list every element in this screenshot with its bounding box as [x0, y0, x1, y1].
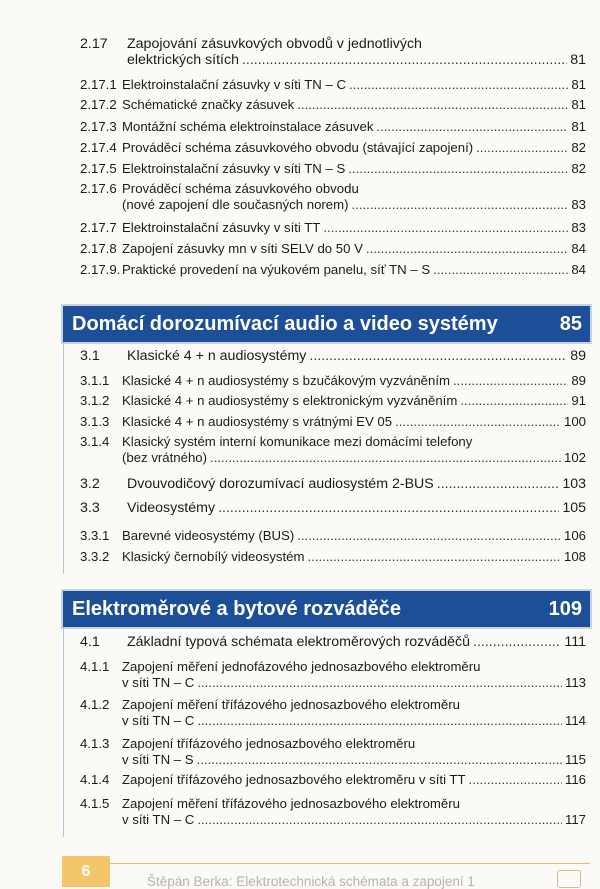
toc-entry-title: Elektroinstalační zásuvky v síti TN – C — [122, 77, 347, 92]
toc-entry-page: 81 — [570, 52, 586, 68]
toc-entry — [80, 119, 586, 135]
toc-entry — [80, 262, 586, 278]
toc-entry-page: 117 — [564, 812, 586, 827]
toc-entry-page: 91 — [571, 393, 586, 408]
toc-entry-page: 102 — [563, 450, 586, 465]
toc-entry — [80, 348, 586, 364]
toc-entry-title: Elektroinstalační zásuvky v síti TN – S — [122, 161, 346, 176]
toc-entry-title: Prováděcí schéma zásuvkového obvodu — [122, 181, 359, 196]
dot-leader — [366, 241, 568, 257]
toc-entry — [80, 97, 586, 113]
section-page: 85 — [559, 312, 582, 335]
toc-entry-number: 4.1.4 — [80, 772, 110, 787]
toc-entry — [80, 736, 586, 768]
toc-entry-title: Barevné videosystémy (BUS) — [122, 528, 295, 543]
toc-entry-title: v síti TN – C — [122, 812, 195, 827]
toc-entry — [80, 434, 586, 466]
toc-entry-page: 81 — [571, 77, 586, 92]
toc-entry-number: 3.1.2 — [80, 393, 110, 408]
dot-leader — [210, 450, 561, 466]
dot-leader — [297, 528, 561, 544]
toc-entry — [80, 634, 586, 650]
toc-entry — [80, 241, 586, 257]
toc-entry — [80, 414, 586, 430]
toc-entry — [80, 161, 586, 177]
toc-entry-title: v síti TN – C — [122, 675, 195, 690]
toc-entry-page: 111 — [564, 634, 586, 650]
footer-text: Štěpán Berka: Elektrotechnická schémata a zapojení 1 — [147, 874, 475, 889]
toc-entry-page: 89 — [570, 348, 586, 364]
dot-leader — [453, 373, 568, 389]
dot-leader — [349, 77, 568, 93]
toc-entry-number: 2.17.2 — [80, 97, 117, 112]
dot-leader — [437, 476, 560, 492]
toc-entry-title: Videosystémy — [127, 500, 216, 516]
toc-entry-title: Základní typová schémata elektroměrových rozváděčů — [127, 634, 471, 650]
toc-entry — [80, 528, 586, 544]
toc-entry-title: Zapojování zásuvkových obvodů v jednotlivých — [127, 36, 422, 52]
toc-entry-page: 81 — [571, 97, 586, 112]
toc-entry-number: 3.3.2 — [80, 549, 110, 564]
left-rule — [63, 627, 64, 837]
dot-leader — [197, 675, 562, 691]
toc-entry-number: 2.17.8 — [80, 241, 117, 256]
dot-leader — [395, 414, 561, 430]
toc-entry — [80, 697, 586, 729]
toc-entry-title: elektrických sítích — [127, 52, 239, 68]
toc-entry-number: 3.3 — [80, 500, 100, 516]
toc-entry-title: Schématické značky zásuvek — [122, 97, 295, 112]
toc-entry — [80, 220, 586, 236]
dot-leader — [469, 772, 562, 788]
toc-entry-title: Klasické 4 + n audiosystémy — [127, 348, 307, 364]
section-header-elektromerove — [63, 591, 590, 627]
toc-entry-title: Zapojení zásuvky mn v síti SELV do 50 V — [122, 241, 363, 256]
dot-leader — [309, 348, 567, 364]
toc-entry-title: Zapojení měření třífázového jednosazbového elektroměru — [122, 796, 460, 811]
toc-entry-number: 3.1 — [80, 348, 100, 364]
dot-leader — [460, 393, 568, 409]
toc-entry — [80, 796, 586, 828]
toc-entry-number: 3.3.1 — [80, 528, 110, 543]
toc-entry-number: 4.1.2 — [80, 697, 110, 712]
left-rule — [63, 342, 64, 574]
toc-entry-title: v síti TN – S — [122, 752, 194, 767]
toc-entry-number: 4.1.1 — [80, 659, 110, 674]
toc-entry-page: 108 — [563, 549, 586, 564]
dot-leader — [348, 161, 568, 177]
toc-entry-page: 83 — [571, 220, 586, 235]
dot-leader — [323, 220, 568, 236]
toc-entry-title: Praktické provedení na výukovém panelu, síť TN – S — [122, 262, 431, 277]
toc-entry-page: 83 — [571, 197, 586, 212]
dot-leader — [376, 119, 568, 135]
dot-leader — [433, 262, 568, 278]
dot-leader — [197, 812, 562, 828]
section-header-audio-video — [63, 306, 590, 342]
dot-leader — [197, 713, 562, 729]
toc-entry — [80, 476, 586, 492]
toc-entry-title: Elektroinstalační zásuvky v síti TT — [122, 220, 321, 235]
toc-entry-page: 81 — [571, 119, 586, 134]
toc-entry-title: Montážní schéma elektroinstalace zásuvek — [122, 119, 374, 134]
dot-leader — [352, 197, 569, 213]
dot-leader — [242, 52, 567, 68]
section-title: Domácí dorozumívací audio a video systémy — [72, 312, 498, 335]
toc-entry — [80, 140, 586, 156]
toc-entry-page: 82 — [571, 140, 586, 155]
toc-entry — [80, 393, 586, 409]
toc-entry-number: 2.17.1 — [80, 77, 117, 92]
toc-entry-number: 2.17.6 — [80, 181, 117, 196]
toc-entry-title: (bez vrátného) — [122, 450, 208, 465]
toc-entry-page: 115 — [564, 752, 586, 767]
toc-entry — [80, 77, 586, 93]
dot-leader — [218, 500, 559, 516]
toc-entry-title: v síti TN – C — [122, 713, 195, 728]
toc-entry — [80, 549, 586, 565]
toc-entry-number: 2.17.5 — [80, 161, 117, 176]
toc-entry — [80, 772, 586, 788]
toc-entry-number: 4.1 — [80, 634, 100, 650]
dot-leader — [476, 140, 568, 156]
toc-entry-title: Zapojení třífázového jednosazbového elektroměru — [122, 736, 416, 751]
toc-entry — [80, 659, 586, 691]
footer-rule — [110, 863, 590, 864]
toc-entry-number: 4.1.3 — [80, 736, 110, 751]
toc-entry-title: Klasické 4 + n audiosystémy s elektronickým vyzváněním — [122, 393, 458, 408]
toc-entry-title: Zapojení měření jednofázového jednosazbového elektroměru — [122, 659, 481, 674]
toc-entry-page: 114 — [564, 713, 586, 728]
toc-entry-page: 89 — [571, 373, 586, 388]
toc-entry-title: Klasické 4 + n audiosystémy s vrátnými EV 05 — [122, 414, 393, 429]
toc-entry-number: 2.17.4 — [80, 140, 117, 155]
toc-entry-page: 113 — [564, 675, 586, 690]
toc-entry-title: Zapojení měření třífázového jednosazbového elektroměru — [122, 697, 460, 712]
toc-entry — [80, 181, 586, 213]
toc-entry — [80, 36, 586, 68]
toc-entry-page: 116 — [564, 772, 586, 787]
toc-entry-number: 2.17.3 — [80, 119, 117, 134]
toc-entry-title: Klasický systém interní komunikace mezi domácími telefony — [122, 434, 473, 449]
toc-entry — [80, 500, 586, 516]
toc-entry-number: 2.17.9. — [80, 262, 121, 277]
toc-entry-page: 106 — [563, 528, 586, 543]
dot-leader — [308, 549, 561, 565]
toc-entry-number: 3.1.4 — [80, 434, 110, 449]
footer-page-number: 6 — [62, 856, 110, 887]
toc-entry-page: 82 — [571, 161, 586, 176]
toc-entry-title: Klasický černobílý videosystém — [122, 549, 305, 564]
dot-leader — [297, 97, 568, 113]
toc-entry-page: 84 — [571, 262, 586, 277]
toc-entry-number: 3.1.3 — [80, 414, 110, 429]
toc-entry-number: 4.1.5 — [80, 796, 110, 811]
toc-entry-title: Prováděcí schéma zásuvkového obvodu (stávající zapojení) — [122, 140, 474, 155]
toc-entry-number: 2.17 — [80, 36, 108, 52]
section-title: Elektroměrové a bytové rozváděče — [72, 597, 402, 620]
toc-entry — [80, 373, 586, 389]
dot-leader — [197, 752, 562, 768]
dot-leader — [473, 634, 561, 650]
section-page: 109 — [548, 597, 582, 620]
toc-entry-title: Dvouvodičový dorozumívací audiosystém 2-BUS — [127, 476, 434, 492]
toc-entry-title: Zapojení třífázového jednosazbového elektroměru v síti TT — [122, 772, 466, 787]
toc-entry-number: 2.17.7 — [80, 220, 117, 235]
toc-entry-number: 3.1.1 — [80, 373, 110, 388]
toc-entry-number: 3.2 — [80, 476, 100, 492]
toc-entry-title: Klasické 4 + n audiosystémy s bzučákovým vyzváněním — [122, 373, 450, 388]
toc-entry-page: 105 — [562, 500, 586, 516]
toc-entry-title: (nové zapojení dle současných norem) — [122, 197, 349, 212]
toc-entry-page: 100 — [563, 414, 586, 429]
toc-entry-page: 84 — [571, 241, 586, 256]
publisher-logo-icon — [557, 870, 581, 888]
toc-entry-page: 103 — [562, 476, 586, 492]
